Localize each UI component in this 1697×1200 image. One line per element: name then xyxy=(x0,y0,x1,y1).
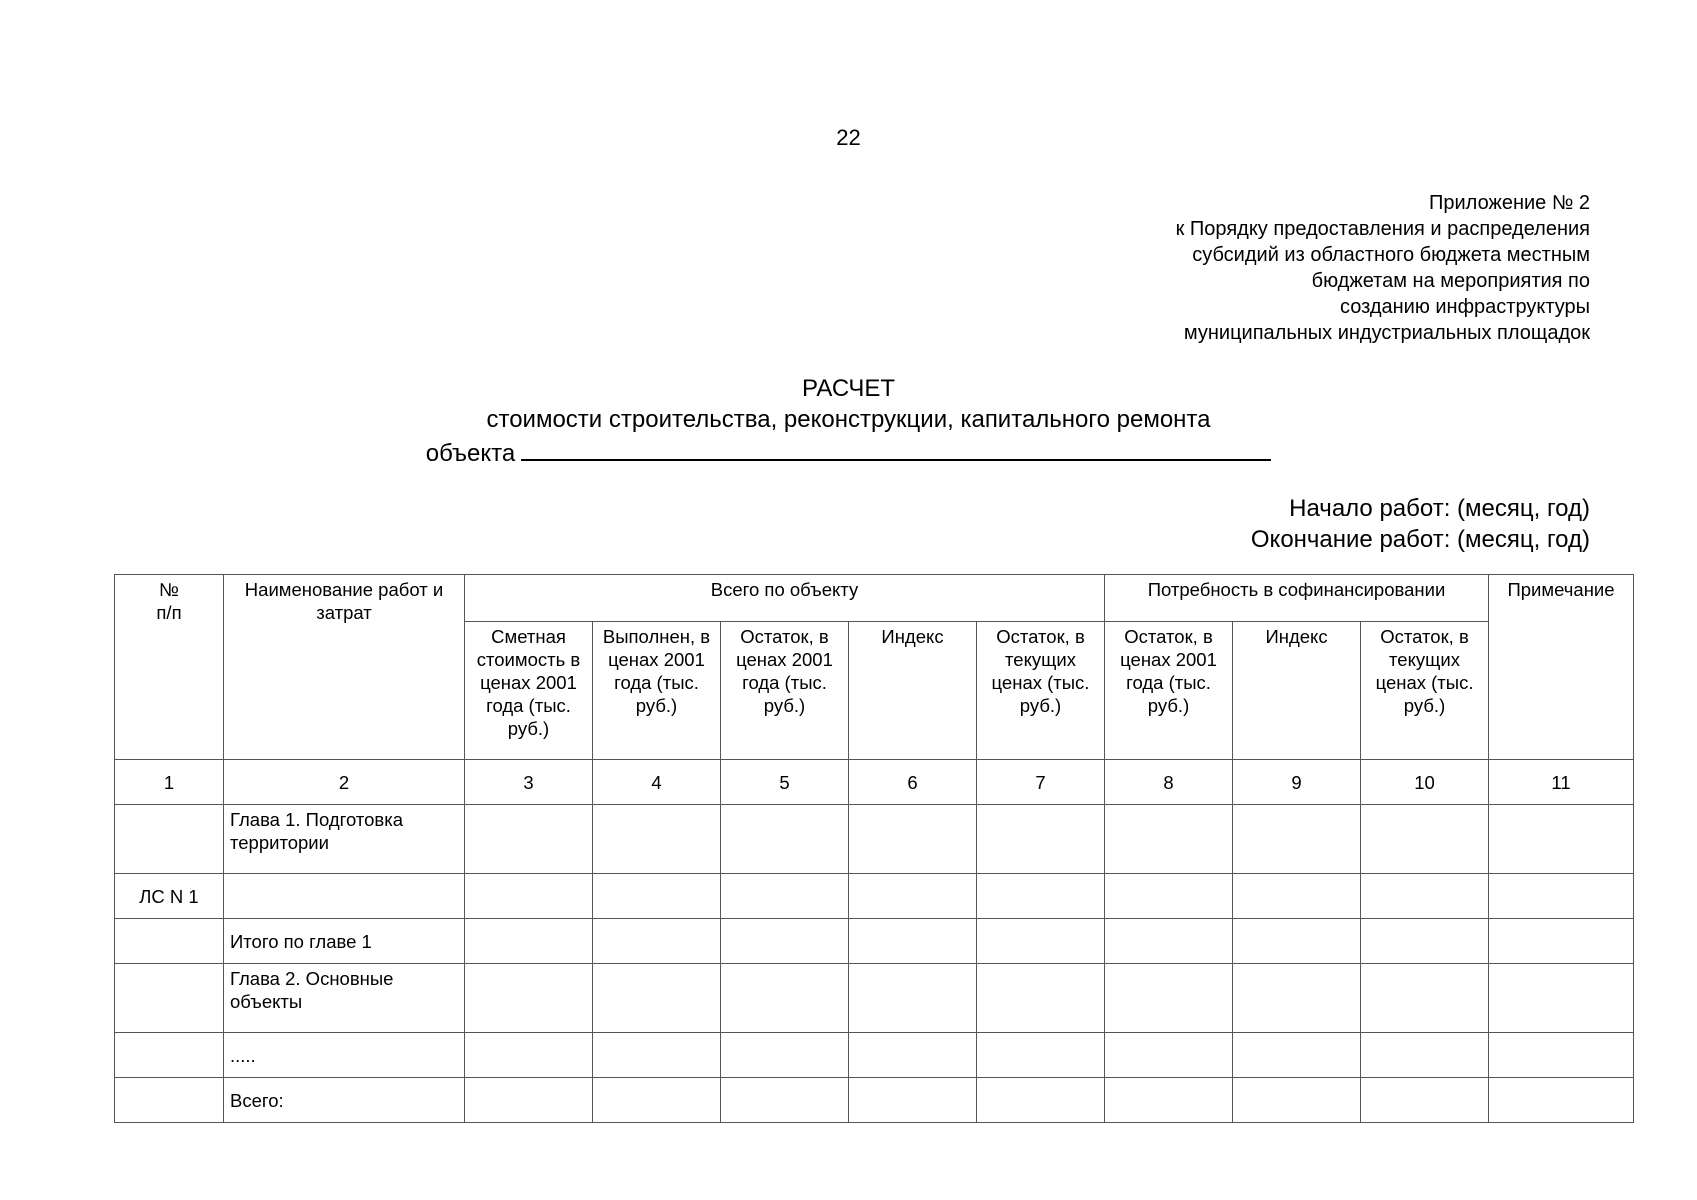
empty-cell xyxy=(977,805,1105,874)
header-sub-cell: Индекс xyxy=(1233,622,1361,760)
column-number: 3 xyxy=(465,760,593,805)
table-row xyxy=(115,874,1634,919)
empty-cell xyxy=(1489,1078,1634,1123)
header-no: № п/п xyxy=(115,575,224,760)
appendix-line: Приложение № 2 xyxy=(1429,192,1590,214)
empty-cell xyxy=(721,919,849,964)
empty-cell xyxy=(1361,874,1489,919)
row-no-cell xyxy=(115,1078,224,1123)
appendix-block xyxy=(930,190,1590,346)
empty-cell xyxy=(1105,1078,1233,1123)
column-number: 10 xyxy=(1361,760,1489,805)
row-no-cell xyxy=(115,919,224,964)
work-dates xyxy=(890,493,1590,555)
empty-cell xyxy=(1105,964,1233,1033)
empty-cell xyxy=(977,919,1105,964)
header-row xyxy=(115,575,1634,622)
column-number: 11 xyxy=(1489,760,1634,805)
appendix-line: к Порядку предоставления и распределения xyxy=(1175,218,1590,240)
table-row xyxy=(115,805,1634,874)
empty-cell xyxy=(1489,1033,1634,1078)
empty-cell xyxy=(1489,964,1634,1033)
empty-cell xyxy=(465,1033,593,1078)
table-row xyxy=(115,919,1634,964)
title-subtitle: стоимости строительства, реконструкции, капитального ремонта xyxy=(486,406,1211,433)
column-number-row xyxy=(115,760,1634,805)
row-no-cell: ЛС N 1 xyxy=(115,874,224,919)
empty-cell xyxy=(1233,964,1361,1033)
empty-cell xyxy=(593,874,721,919)
empty-cell xyxy=(1233,919,1361,964)
empty-cell xyxy=(849,1078,977,1123)
table-row xyxy=(115,1033,1634,1078)
column-number: 7 xyxy=(977,760,1105,805)
column-number: 9 xyxy=(1233,760,1361,805)
header-group-cofinancing: Потребность в софинансировании xyxy=(1105,575,1489,622)
table-row xyxy=(115,964,1634,1033)
empty-cell xyxy=(1105,874,1233,919)
empty-cell xyxy=(721,874,849,919)
empty-cell xyxy=(1233,1033,1361,1078)
page-number: 22 xyxy=(836,125,861,150)
empty-cell xyxy=(1233,874,1361,919)
empty-cell xyxy=(721,1033,849,1078)
empty-cell xyxy=(465,964,593,1033)
empty-cell xyxy=(465,919,593,964)
header-name: Наименование работ и затрат xyxy=(224,575,465,760)
end-date: Окончание работ: (месяц, год) xyxy=(1250,526,1590,553)
empty-cell xyxy=(1105,919,1233,964)
appendix-line: муниципальных индустриальных площадок xyxy=(1183,322,1590,344)
object-fill-line xyxy=(521,435,1271,461)
empty-cell xyxy=(849,1033,977,1078)
header-group-total: Всего по объекту xyxy=(465,575,1105,622)
empty-cell xyxy=(849,805,977,874)
start-date: Начало работ: (месяц, год) xyxy=(1289,495,1590,522)
header-sub-cell: Индекс xyxy=(849,622,977,760)
title-heading: РАСЧЕТ xyxy=(801,375,896,402)
empty-cell xyxy=(977,1078,1105,1123)
header-sub-cell: Остаток, в текущих ценах (тыс. руб.) xyxy=(977,622,1105,760)
column-number: 2 xyxy=(224,760,465,805)
header-sub-cell: Остаток, в ценах 2001 года (тыс. руб.) xyxy=(721,622,849,760)
empty-cell xyxy=(1361,1033,1489,1078)
empty-cell xyxy=(849,874,977,919)
empty-cell xyxy=(977,874,1105,919)
appendix-line: бюджетам на мероприятия по xyxy=(1311,270,1590,292)
header-sub-cell: Остаток, в ценах 2001 года (тыс. руб.) xyxy=(1105,622,1233,760)
header-note: Примечание xyxy=(1489,575,1634,760)
empty-cell xyxy=(1361,919,1489,964)
object-line xyxy=(0,435,1697,469)
header-sub-cell: Сметная стоимость в ценах 2001 года (тыс. руб.) xyxy=(465,622,593,760)
appendix-line: созданию инфраструктуры xyxy=(1339,296,1590,318)
row-no-cell xyxy=(115,1033,224,1078)
empty-cell xyxy=(1489,919,1634,964)
object-label: объекта xyxy=(425,440,516,467)
empty-cell xyxy=(977,1033,1105,1078)
empty-cell xyxy=(593,919,721,964)
empty-cell xyxy=(1233,1078,1361,1123)
empty-cell xyxy=(1361,805,1489,874)
empty-cell xyxy=(1489,874,1634,919)
row-name-cell: Итого по главе 1 xyxy=(224,919,465,964)
empty-cell xyxy=(1233,805,1361,874)
empty-cell xyxy=(849,919,977,964)
empty-cell xyxy=(593,964,721,1033)
column-number: 5 xyxy=(721,760,849,805)
empty-cell xyxy=(465,874,593,919)
column-number: 8 xyxy=(1105,760,1233,805)
empty-cell xyxy=(593,1078,721,1123)
row-name-cell: Всего: xyxy=(224,1078,465,1123)
column-number: 4 xyxy=(593,760,721,805)
document-title xyxy=(0,373,1697,469)
empty-cell xyxy=(593,805,721,874)
empty-cell xyxy=(1105,1033,1233,1078)
empty-cell xyxy=(721,964,849,1033)
empty-cell xyxy=(1361,964,1489,1033)
empty-cell xyxy=(849,964,977,1033)
empty-cell xyxy=(721,1078,849,1123)
empty-cell xyxy=(1105,805,1233,874)
empty-cell xyxy=(1361,1078,1489,1123)
header-sub-cell: Выполнен, в ценах 2001 года (тыс. руб.) xyxy=(593,622,721,760)
empty-cell xyxy=(465,1078,593,1123)
row-name-cell: Глава 1. Подготовка территории xyxy=(224,805,465,874)
empty-cell xyxy=(465,805,593,874)
row-name-cell xyxy=(224,874,465,919)
row-name-cell: Глава 2. Основные объекты xyxy=(224,964,465,1033)
empty-cell xyxy=(1489,805,1634,874)
table-row xyxy=(115,1078,1634,1123)
calculation-table xyxy=(114,574,1634,1123)
column-number: 6 xyxy=(849,760,977,805)
empty-cell xyxy=(593,1033,721,1078)
header-sub-cell: Остаток, в текущих ценах (тыс. руб.) xyxy=(1361,622,1489,760)
empty-cell xyxy=(977,964,1105,1033)
row-name-cell: ..... xyxy=(224,1033,465,1078)
appendix-line: субсидий из областного бюджета местным xyxy=(1192,244,1590,266)
empty-cell xyxy=(721,805,849,874)
row-no-cell xyxy=(115,964,224,1033)
row-no-cell xyxy=(115,805,224,874)
column-number: 1 xyxy=(115,760,224,805)
